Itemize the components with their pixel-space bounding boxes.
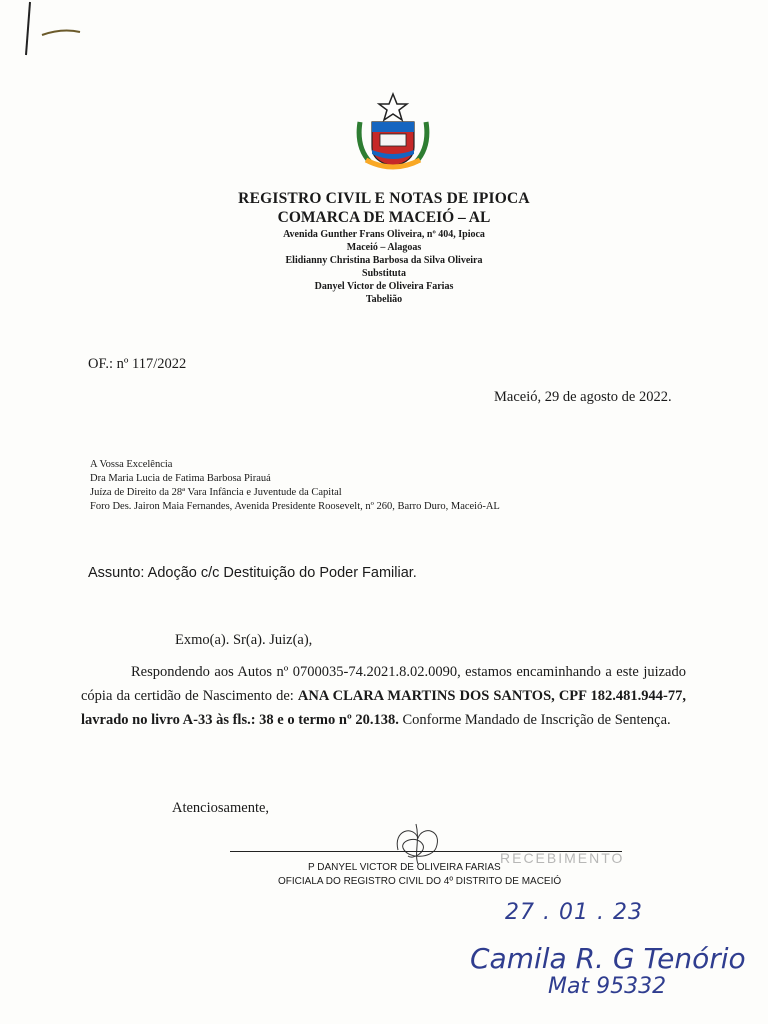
signature-scribble bbox=[388, 820, 448, 866]
body-part-1: Respondendo aos Autos nº 0700035-74.2021.8.02.0090, estamos encaminhando a este juizado cópia da certidão de Nascimento de: bbox=[81, 664, 686, 704]
substitute-name: Elidianny Christina Barbosa da Silva Oliveira bbox=[285, 255, 483, 266]
body-part-2: Conforme Mandado de Inscrição de Sentença. bbox=[398, 712, 671, 728]
faded-receipt-stamp: RECEBIMENTO bbox=[500, 850, 625, 866]
registry-title: REGISTRO CIVIL E NOTAS DE IPIOCA bbox=[238, 190, 530, 207]
closing-text: Atenciosamente, bbox=[172, 800, 270, 816]
oficio-number: OF.: nº 117/2022 bbox=[88, 356, 187, 372]
addressee-line-2: Dra Maria Lucia de Fatima Barbosa Pirauá bbox=[90, 473, 271, 484]
salutation: Exmo(a). Sr(a). Juiz(a), bbox=[175, 632, 313, 648]
signatory-name: P DANYEL VICTOR DE OLIVEIRA FARIAS bbox=[308, 862, 501, 873]
substitute-role: Substituta bbox=[362, 268, 406, 279]
addressee-line-3: Juíza de Direito da 28ª Vara Infância e Juventude da Capital bbox=[90, 487, 342, 498]
addressee-block bbox=[90, 458, 500, 514]
letter-body bbox=[81, 660, 686, 732]
addressee-line-4: Foro Des. Jairon Maia Fernandes, Avenida Presidente Roosevelt, nº 260, Barro Duro, Maceió-AL bbox=[90, 501, 500, 512]
alagoas-coat-of-arms bbox=[352, 92, 434, 174]
body-bold-details: ANA CLARA MARTINS DOS SANTOS, CPF 182.481.944-77, lavrado no livro A-33 às fls.: 38 e o termo nº 20.138. bbox=[81, 688, 687, 728]
notary-name: Danyel Victor de Oliveira Farias bbox=[314, 281, 454, 292]
notary-role: Tabelião bbox=[365, 294, 403, 305]
corner-pen-mark bbox=[12, 0, 82, 60]
handwritten-signature: Camila R. G Tenório bbox=[470, 942, 746, 975]
subject-line: Assunto: Adoção c/c Destituição do Poder Familiar. bbox=[88, 565, 417, 581]
registry-address: Avenida Gunther Frans Oliveira, nº 404, Ipioca bbox=[283, 229, 485, 240]
addressee-line-1: A Vossa Excelência bbox=[90, 459, 173, 470]
handwritten-registration: Mat 95332 bbox=[548, 974, 667, 999]
letter-date: Maceió, 29 de agosto de 2022. bbox=[494, 389, 672, 405]
signatory-role: OFICIALA DO REGISTRO CIVIL DO 4º DISTRITO DE MACEIÓ bbox=[278, 876, 562, 887]
handwritten-date: 27 . 01 . 23 bbox=[505, 900, 643, 925]
registry-city: Maceió – Alagoas bbox=[346, 242, 422, 253]
registry-subtitle: COMARCA DE MACEIÓ – AL bbox=[277, 209, 491, 226]
